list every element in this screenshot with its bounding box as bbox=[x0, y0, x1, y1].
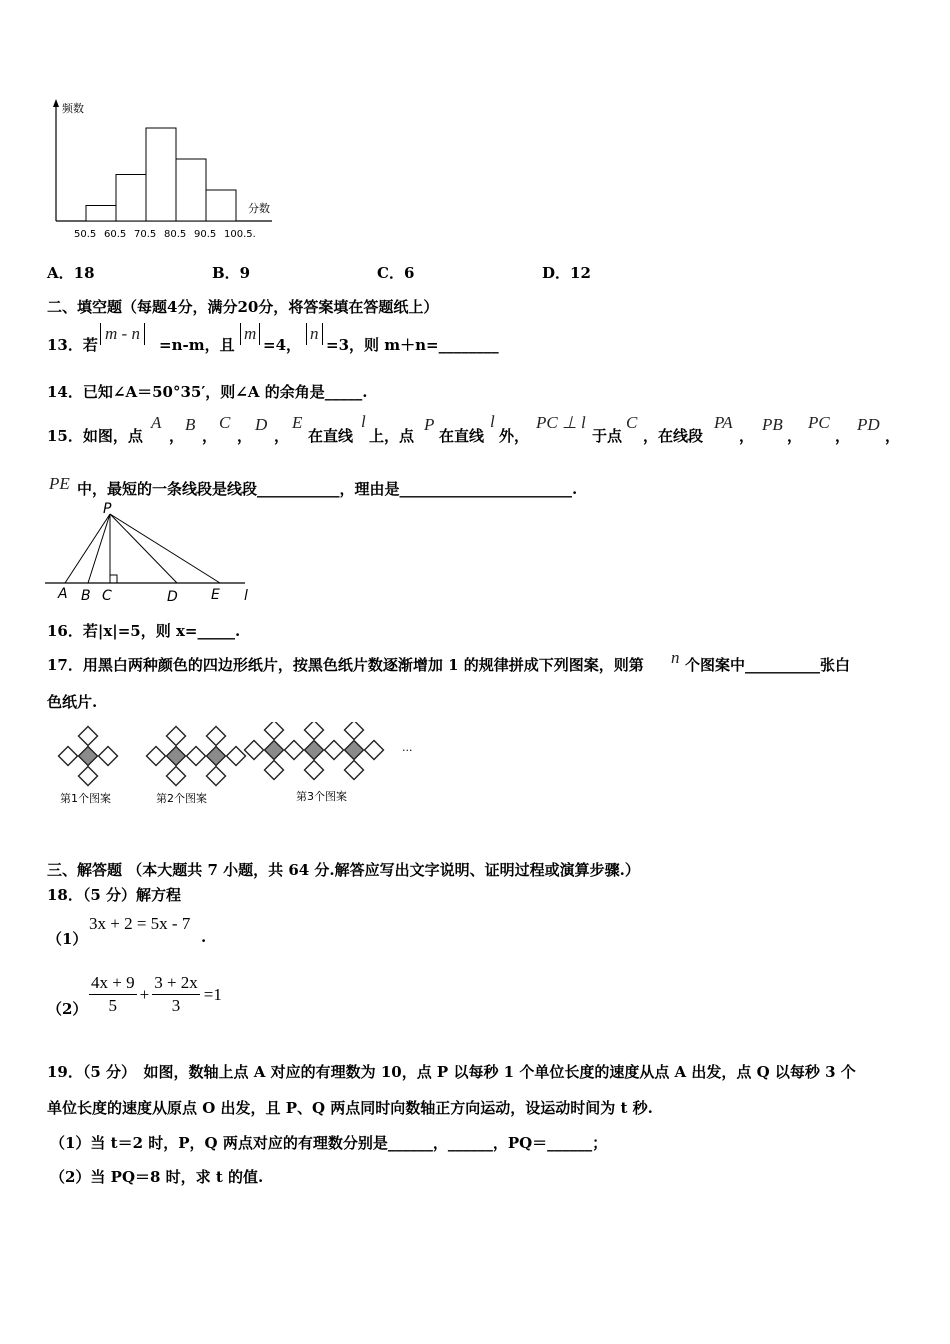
q15-comma-5: ， bbox=[739, 427, 755, 445]
white-tile bbox=[265, 722, 284, 740]
label-b: B bbox=[81, 588, 91, 604]
white-tile bbox=[345, 761, 364, 780]
q15-comma-3: ， bbox=[237, 427, 253, 445]
q15-comma-2: ， bbox=[202, 427, 218, 445]
label-a: A bbox=[58, 586, 68, 602]
segment-pd bbox=[110, 514, 177, 583]
q15-line2-text: 中，最短的一条线段是线段___________，理由是_______________________. bbox=[77, 480, 578, 498]
question-15-line2 bbox=[47, 474, 687, 498]
white-tile bbox=[305, 761, 324, 780]
white-tile bbox=[59, 747, 78, 766]
section3-title: 三、解答题 （本大题共 7 小题，共 64 分.解答应写出文字说明、证明过程或演算步骤.） bbox=[47, 861, 640, 879]
question-14: 14．已知∠A＝50°35′，则∠A 的余角是_____. bbox=[47, 383, 368, 401]
segment-pb bbox=[88, 514, 110, 583]
white-tile bbox=[285, 741, 304, 760]
black-tile bbox=[265, 741, 284, 760]
q15-line-l-2: l bbox=[490, 412, 495, 431]
question-19-part2: （2）当 PQ＝8 时，求 t 的值. bbox=[50, 1168, 264, 1186]
q15-seg-pd: PD bbox=[857, 415, 880, 434]
option-b: B．9 bbox=[212, 264, 251, 282]
q17-line1-suffix: 个图案中__________张白 bbox=[685, 656, 851, 674]
white-tile bbox=[99, 747, 118, 766]
question-17-line1 bbox=[47, 648, 907, 674]
q15-point-b: B bbox=[185, 415, 196, 434]
q18-p1-equation: 3x + 2 = 5x - 7 bbox=[89, 914, 191, 933]
label-e: E bbox=[211, 587, 220, 603]
question-19-line2: 单位长度的速度从原点 O 出发，且 P、Q 两点同时向数轴正方向运动，设运动时间为 t 秒. bbox=[47, 1099, 653, 1117]
q18-p2-den-2: 3 bbox=[171, 996, 181, 1015]
q15-mid6: ，在线段 bbox=[643, 427, 704, 445]
question-17-line2: 色纸片. bbox=[47, 693, 98, 711]
q15-mid4: 外， bbox=[499, 427, 530, 445]
histogram-bar bbox=[146, 128, 176, 221]
q18-p2-fraction-2 bbox=[152, 972, 200, 1017]
q15-seg-pe: PE bbox=[49, 474, 70, 493]
histogram-tick-label: 60.5 bbox=[104, 229, 127, 240]
histogram-tick-labels bbox=[74, 229, 256, 240]
q15-mid2: 上，点 bbox=[369, 427, 415, 445]
white-tile bbox=[345, 722, 364, 740]
q15-comma-1: ， bbox=[169, 427, 185, 445]
q18-p2-fraction-1 bbox=[89, 972, 137, 1017]
q15-point-a: A bbox=[151, 413, 162, 432]
q13-abs-m-text: m bbox=[244, 324, 257, 343]
q13-abs-mn-text: m - n bbox=[105, 324, 140, 343]
q15-point-e: E bbox=[292, 413, 303, 432]
histogram-bar bbox=[206, 190, 236, 221]
q13-abs-m bbox=[240, 323, 260, 345]
q18-p2-plus: + bbox=[139, 984, 150, 1004]
white-tile bbox=[167, 767, 186, 786]
q13-abs-n-text: n bbox=[310, 324, 319, 343]
q13-mid1: =n-m，且 bbox=[159, 336, 235, 354]
question-19-part1: （1）当 t＝2 时，P，Q 两点对应的有理数分别是______，______，PQ＝______； bbox=[50, 1134, 608, 1152]
q15-mid1: 在直线 bbox=[308, 427, 354, 445]
caption-3: 第3个图案 bbox=[296, 790, 347, 803]
q15-prefix: 15．如图，点 bbox=[47, 427, 143, 445]
q13-mid2: =4， bbox=[263, 336, 302, 354]
question-18-part2 bbox=[47, 972, 347, 1022]
caption-1: 第1个图案 bbox=[60, 792, 111, 805]
black-tile bbox=[167, 747, 186, 766]
histogram-tick-label: 80.5 bbox=[164, 229, 187, 240]
white-tile bbox=[207, 727, 226, 746]
white-tile bbox=[79, 767, 98, 786]
q15-mid3: 在直线 bbox=[439, 427, 485, 445]
q13-suffix: =3，则 m＋n=________ bbox=[326, 336, 499, 354]
q15-seg-pa: PA bbox=[714, 413, 733, 432]
histogram-bars bbox=[86, 128, 236, 221]
question-18-title: 18．（5 分）解方程 bbox=[47, 886, 182, 904]
q17-figure bbox=[50, 722, 430, 814]
right-angle-mark bbox=[110, 575, 117, 583]
white-tile bbox=[265, 761, 284, 780]
question-15-line1 bbox=[47, 413, 907, 443]
q15-line-l: l bbox=[361, 412, 366, 431]
q18-p2-label: （2） bbox=[47, 1000, 88, 1018]
q18-p2-rhs: =1 bbox=[203, 984, 222, 1004]
q17-n: n bbox=[671, 648, 680, 667]
q15-point-c: C bbox=[219, 413, 231, 432]
caption-2: 第2个图案 bbox=[156, 792, 207, 805]
y-axis-label: 频数 bbox=[62, 102, 84, 115]
white-tile bbox=[79, 727, 98, 746]
white-tile bbox=[167, 727, 186, 746]
q15-point-d: D bbox=[255, 415, 268, 434]
white-tile bbox=[325, 741, 344, 760]
q15-comma-8: ， bbox=[885, 427, 901, 445]
ellipsis: ··· bbox=[402, 744, 413, 757]
question-18-part1 bbox=[47, 914, 347, 946]
q17-line1-prefix: 17．用黑白两种颜色的四边形纸片，按黑色纸片数逐渐增加 1 的规律拼成下列图案，则第 bbox=[47, 656, 644, 674]
label-c: C bbox=[102, 588, 112, 604]
q15-point-p: P bbox=[424, 415, 435, 434]
q15-comma-7: ， bbox=[835, 427, 851, 445]
question-16: 16．若|x|=5，则 x=_____. bbox=[47, 622, 241, 640]
black-tile bbox=[207, 747, 226, 766]
label-p: P bbox=[103, 502, 112, 517]
q15-perp: PC ⊥ l bbox=[536, 413, 586, 432]
black-tile bbox=[79, 747, 98, 766]
y-axis-arrow bbox=[53, 99, 59, 107]
q13-prefix: 13．若 bbox=[47, 336, 98, 354]
white-tile bbox=[305, 722, 324, 740]
histogram-bar bbox=[176, 159, 206, 221]
segment-pe bbox=[110, 514, 220, 583]
black-tile bbox=[305, 741, 324, 760]
q18-p1-end: . bbox=[201, 928, 207, 946]
q18-p2-den-1: 5 bbox=[108, 996, 118, 1015]
option-c: C．6 bbox=[377, 264, 415, 282]
histogram-tick-label: 50.5 bbox=[74, 229, 97, 240]
histogram-figure bbox=[40, 95, 280, 245]
q15-point-c-2: C bbox=[626, 413, 638, 432]
white-tile bbox=[227, 747, 246, 766]
option-a: A．18 bbox=[47, 264, 95, 282]
histogram-tick-label: 100.5. bbox=[224, 229, 256, 240]
black-tile bbox=[345, 741, 364, 760]
q15-comma-4: ， bbox=[274, 427, 290, 445]
tile-patterns bbox=[59, 722, 384, 786]
white-tile bbox=[365, 741, 384, 760]
white-tile bbox=[147, 747, 166, 766]
histogram-tick-label: 90.5 bbox=[194, 229, 217, 240]
q18-p2-expression bbox=[89, 972, 222, 1017]
white-tile bbox=[207, 767, 226, 786]
histogram-tick-label: 70.5 bbox=[134, 229, 157, 240]
q15-figure bbox=[40, 502, 260, 606]
label-d: D bbox=[167, 589, 178, 605]
q18-p2-num-2: 3 + 2x bbox=[152, 972, 200, 995]
q15-mid5: 于点 bbox=[592, 427, 623, 445]
white-tile bbox=[187, 747, 206, 766]
segment-pa bbox=[65, 514, 110, 583]
histogram-bar bbox=[86, 206, 116, 222]
question-19-line1: 19．（5 分） 如图，数轴上点 A 对应的有理数为 10，点 P 以每秒 1 个单位长度的速度从点 A 出发，点 Q 以每秒 3 个 bbox=[47, 1063, 856, 1081]
x-axis-label: 分数 bbox=[248, 202, 270, 215]
question-13 bbox=[47, 324, 607, 356]
q13-abs-mn bbox=[100, 323, 145, 345]
q18-p2-num-1: 4x + 9 bbox=[89, 972, 137, 995]
option-d: D．12 bbox=[542, 264, 591, 282]
section2-title: 二、填空题（每题4分，满分20分，将答案填在答题纸上） bbox=[47, 298, 439, 316]
q15-comma-6: ， bbox=[787, 427, 803, 445]
white-tile bbox=[245, 741, 264, 760]
q15-seg-pb: PB bbox=[762, 415, 783, 434]
q13-abs-n bbox=[306, 323, 323, 345]
q15-seg-pc: PC bbox=[808, 413, 830, 432]
histogram-bar bbox=[116, 175, 146, 222]
q18-p1-label: （1） bbox=[47, 930, 88, 948]
label-l: l bbox=[244, 588, 248, 604]
